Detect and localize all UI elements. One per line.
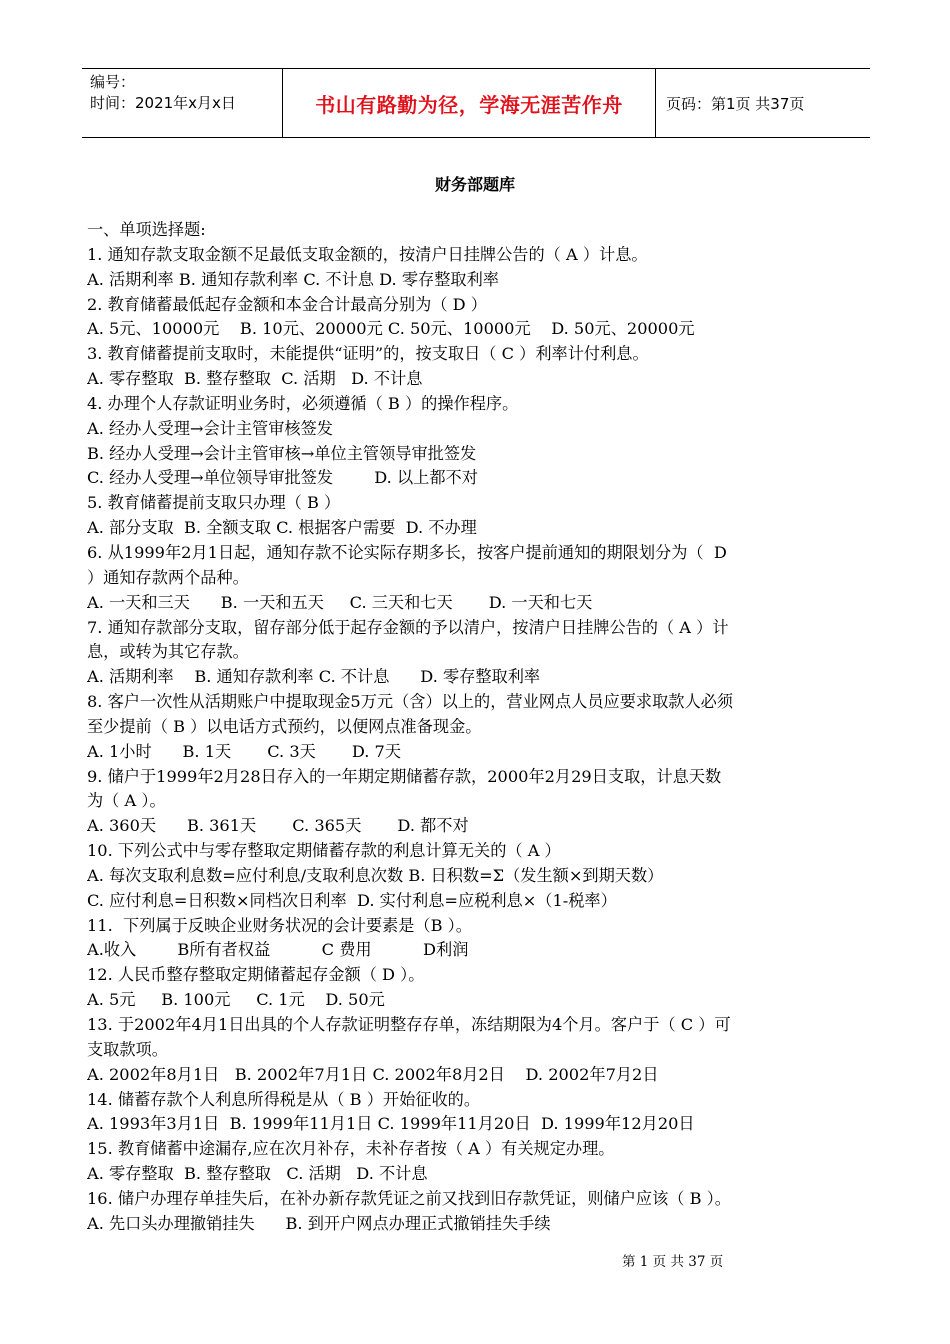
header-meta <box>82 69 283 137</box>
document-number-label: 编号： <box>90 73 136 91</box>
header-motto: 书山有路勤为径，学海无涯苦作舟 <box>283 69 656 137</box>
text-line: C. 应付利息=日积数×同档次日利率 D. 实付利息=应税利息×（1-税率） <box>87 890 617 910</box>
text-line: B. 经办人受理→会计主管审核→单位主管领导审批签发 <box>87 443 477 463</box>
text-line: 至少提前（ B ）以电话方式预约，以便网点准备现金。 <box>87 716 482 736</box>
text-line: A. 活期利率 B. 通知存款利率 C. 不计息 D. 零存整取利率 <box>87 667 541 687</box>
text-line: 15. 教育储蓄中途漏存,应在次月补存，未补存者按（ A ）有关规定办理。 <box>87 1139 615 1159</box>
document-title: 财务部题库 <box>434 175 515 194</box>
text-line: 12. 人民币整存整取定期储蓄起存金额（ D ）。 <box>87 965 425 985</box>
text-line: A. 5元 B. 100元 C. 1元 D. 50元 <box>87 990 385 1010</box>
text-line: ）通知存款两个品种。 <box>87 567 249 587</box>
text-line: A.收入 B所有者权益 C 费用 D利润 <box>87 940 469 960</box>
text-line: 支取款项。 <box>87 1039 168 1059</box>
text-line: A. 一天和三天 B. 一天和五天 C. 三天和七天 D. 一天和七天 <box>87 592 593 612</box>
text-line: A. 零存整取 B. 整存整取 C. 活期 D. 不计息 <box>87 369 423 389</box>
text-line: 息，或转为其它存款。 <box>87 642 249 662</box>
text-line: 16. 储户办理存单挂失后，在补办新存款凭证之前又找到旧存款凭证，则储户应该（ B ）。 <box>87 1188 731 1208</box>
text-line: 9. 储户于1999年2月28日存入的一年期定期储蓄存款，2000年2月29日支取，计息天数 <box>87 766 722 786</box>
question-list <box>87 218 867 1237</box>
document-date: 时间：2021年x月x日 <box>90 94 236 112</box>
page-footer: 第 1 页 共 37 页 <box>622 1254 724 1270</box>
text-line: A. 每次支取利息数=应付利息/支取利息次数 B. 日积数=Σ（发生额×到期天数） <box>87 865 664 885</box>
text-line: 3. 教育储蓄提前支取时，未能提供“证明”的，按支取日（ C ）利率计付利息。 <box>87 344 649 364</box>
page-header <box>82 68 870 138</box>
text-line: 8. 客户一次性从活期账户中提取现金5万元（含）以上的，营业网点人员应要求取款人必须 <box>87 692 734 712</box>
text-line: A. 1993年3月1日 B. 1999年11月1日 C. 1999年11月20日 D. 1999年12月20日 <box>87 1114 695 1134</box>
text-line: A. 5元、10000元 B. 10元、20000元 C. 50元、10000元 D. 50元、20000元 <box>87 319 695 339</box>
text-line: 5. 教育储蓄提前支取只办理（ B ） <box>87 493 341 513</box>
text-line: 为（ A ）。 <box>87 791 166 811</box>
text-line: A. 活期利率 B. 通知存款利率 C. 不计息 D. 零存整取利率 <box>87 269 499 289</box>
text-line: 2. 教育储蓄最低起存金额和本金合计最高分别为（ D ） <box>87 294 487 314</box>
text-line: 14. 储蓄存款个人利息所得税是从（ B ）开始征收的。 <box>87 1089 481 1109</box>
text-line: 7. 通知存款部分支取，留存部分低于起存金额的予以清户，按清户日挂牌公告的（ A ）计 <box>87 617 729 637</box>
text-line: A. 部分支取 B. 全额支取 C. 根据客户需要 D. 不办理 <box>87 518 477 538</box>
text-line: A. 先口头办理撤销挂失 B. 到开户网点办理正式撤销挂失手续 <box>87 1213 551 1233</box>
text-line: A. 经办人受理→会计主管审核签发 <box>87 418 333 438</box>
text-line: A. 零存整取 B. 整存整取 C. 活期 D. 不计息 <box>87 1164 428 1184</box>
text-line: 10. 下列公式中与零存整取定期储蓄存款的利息计算无关的（ A ） <box>87 841 561 861</box>
text-line: 6. 从1999年2月1日起，通知存款不论实际存期多长，按客户提前通知的期限划分为（ D <box>87 542 727 562</box>
text-line: A. 1小时 B. 1天 C. 3天 D. 7天 <box>87 741 402 761</box>
text-line: A. 2002年8月1日 B. 2002年7月1日 C. 2002年8月2日 D. 2002年7月2日 <box>87 1064 659 1084</box>
header-page-info: 页码：第1页 共37页 <box>666 94 805 113</box>
text-line: A. 360天 B. 361天 C. 365天 D. 都不对 <box>87 816 469 836</box>
text-line: 1. 通知存款支取金额不足最低支取金额的，按清户日挂牌公告的（ A ）计息。 <box>87 244 648 264</box>
text-line: 4. 办理个人存款证明业务时，必须遵循（ B ）的操作程序。 <box>87 393 519 413</box>
text-line: 11. 下列属于反映企业财务状况的会计要素是（B ）。 <box>87 915 472 935</box>
text-line: C. 经办人受理→单位领导审批签发 D. 以上都不对 <box>87 468 478 488</box>
text-line: 一、单项选择题: <box>87 220 206 239</box>
text-line: 13. 于2002年4月1日出具的个人存款证明整存存单，冻结期限为4个月。客户于（ C ）可 <box>87 1015 731 1034</box>
